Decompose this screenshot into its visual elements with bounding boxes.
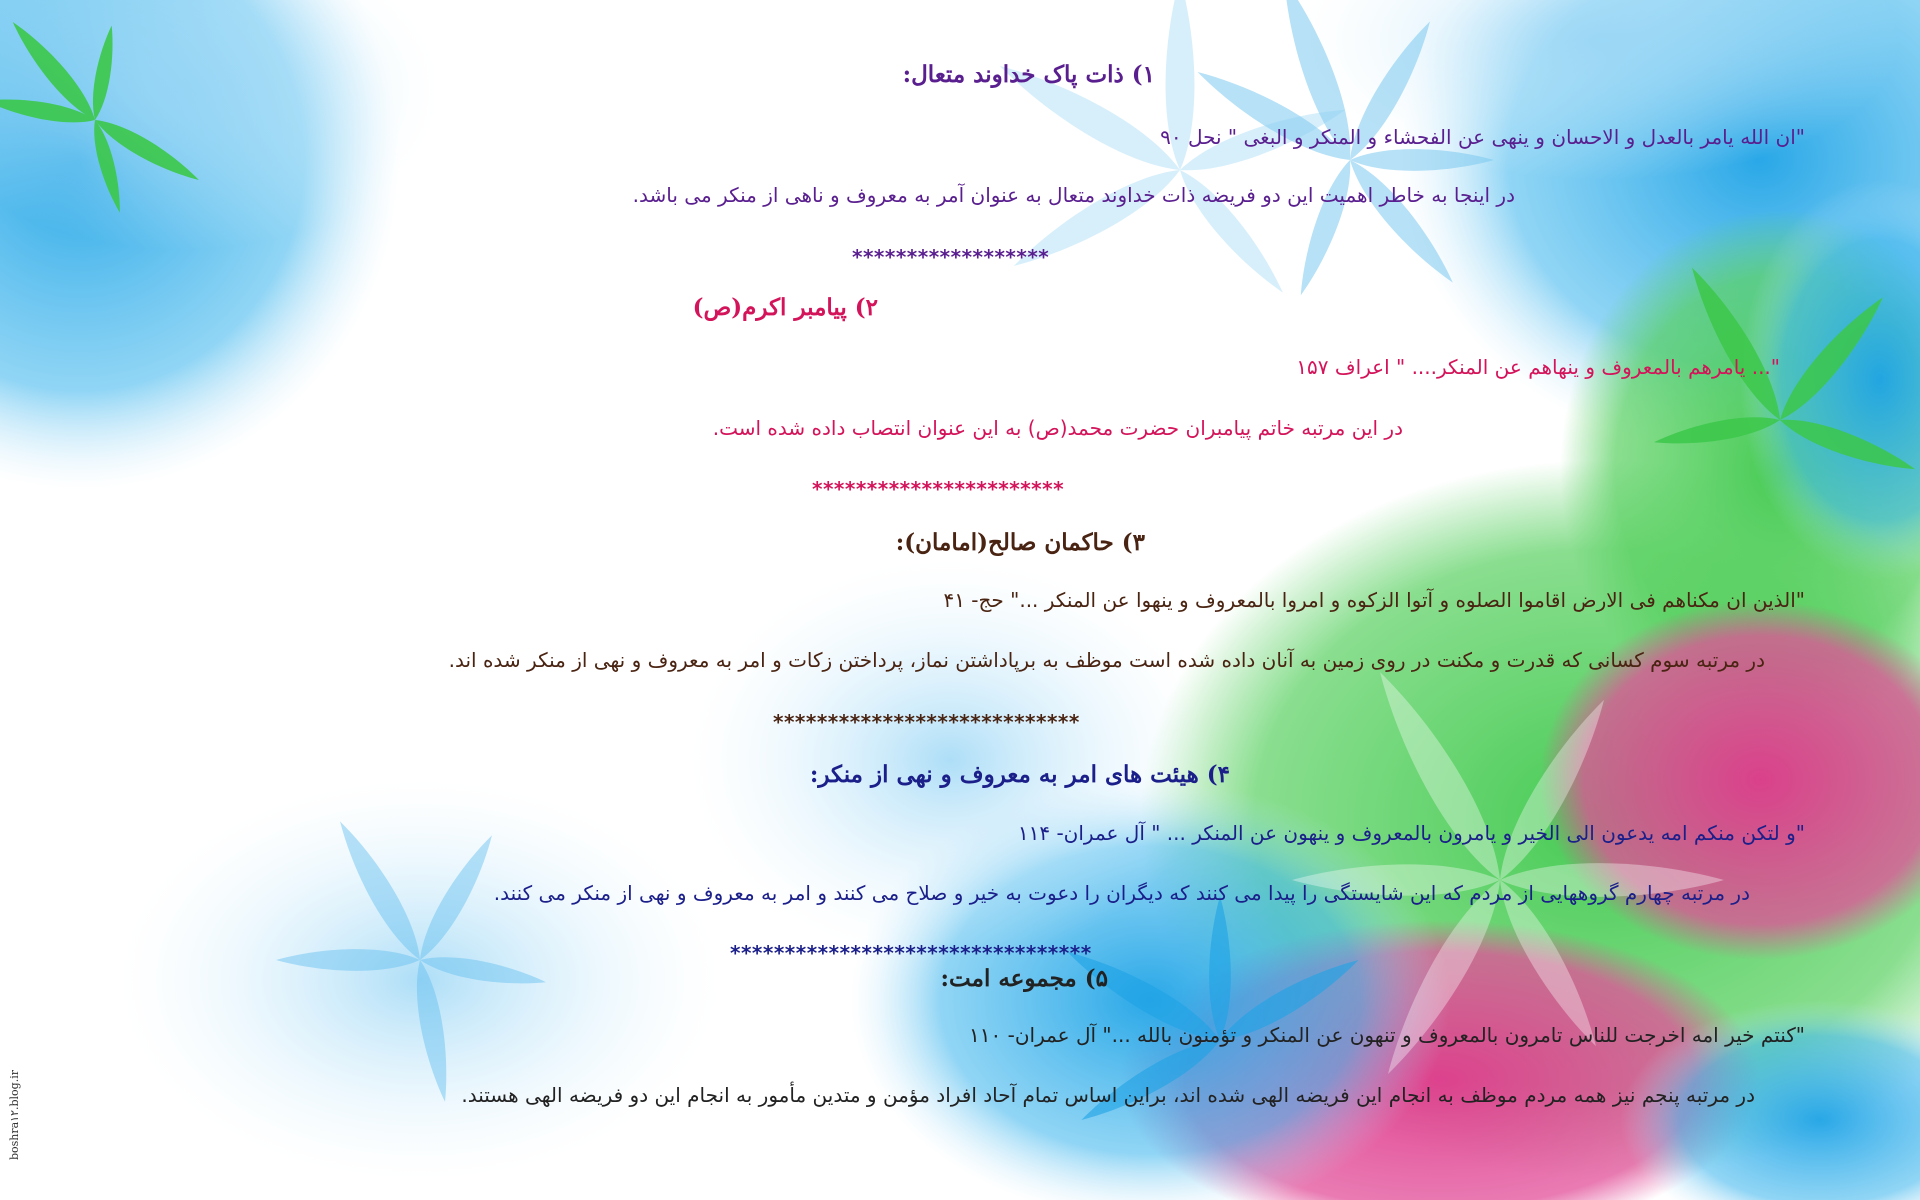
blog-watermark: boshra۱۲.blog.ir	[8, 1070, 21, 1161]
section-1-heading: ۱) ذات پاک خداوند متعال:	[902, 61, 1155, 88]
section-1-verse: "ان الله یامر بالعدل و الاحسان و ینهی عن الفحشاء و المنکر و البغی " نحل ۹۰	[1160, 125, 1805, 149]
section-4-separator: *********************************	[730, 941, 1092, 965]
section-1-description: در اینجا به خاطر اهمیت این دو فریضه ذات خداوند متعال به عنوان آمر به معروف و ناهی از منکر می باشد.	[632, 183, 1515, 207]
section-1-separator: ******************	[852, 245, 1050, 269]
section-4-description: در مرتبه چهارم گروههایی از مردم که این شایستگی را پیدا می کنند که دیگران را دعوت به خیر و صلاح می کنند و امر به معروف و نهی از منکر می کنند.	[493, 881, 1750, 905]
section-3-verse: "الذین ان مکناهم فی الارض اقاموا الصلوه و آتوا الزکوه و امروا بالمعروف و ینهوا عن المنکر ..." حج- ۴۱	[943, 588, 1805, 612]
section-2-separator: ***********************	[812, 477, 1065, 501]
section-3-heading: ۳) حاکمان صالح(امامان):	[895, 529, 1145, 556]
section-3-description: در مرتبه سوم کسانی که قدرت و مکنت در روی زمین به آنان داده شده است موظف به برپاداشتن نماز، پرداختن زکات و امر به معروف و نهی از منکر شده اند.	[448, 648, 1765, 672]
section-2-verse: "... یامرهم بالمعروف و ینهاهم عن المنکر.... " اعراف ۱۵۷	[1296, 355, 1780, 379]
section-5-verse: "کنتم خیر امه اخرجت للناس تامرون بالمعروف و تنهون عن المنکر و تؤمنون بالله ..." آل عمران- ۱۱۰	[969, 1023, 1805, 1047]
section-2-heading: ۲) پیامبر اکرم(ص)	[692, 294, 878, 321]
section-2-description: در این مرتبه خاتم پیامبران حضرت محمد(ص) به این عنوان انتصاب داده شده است.	[712, 416, 1403, 440]
section-4-heading: ۴) هیئت های امر به معروف و نهی از منکر:	[809, 761, 1230, 788]
section-4-verse: "و لتکن منکم امه یدعون الی الخیر و یامرون بالمعروف و ینهون عن المنکر ... " آل عمران- ۱۱۴	[1017, 821, 1805, 845]
section-5-description: در مرتبه پنجم نیز همه مردم موظف به انجام این فریضه الهی شده اند، براین اساس تمام آحاد افراد مؤمن و متدین مأمور به انجام این دو فریضه الهی هستند.	[461, 1083, 1755, 1107]
section-3-separator: ****************************	[773, 710, 1080, 734]
section-5-heading: ۵) مجموعه امت:	[940, 965, 1108, 992]
